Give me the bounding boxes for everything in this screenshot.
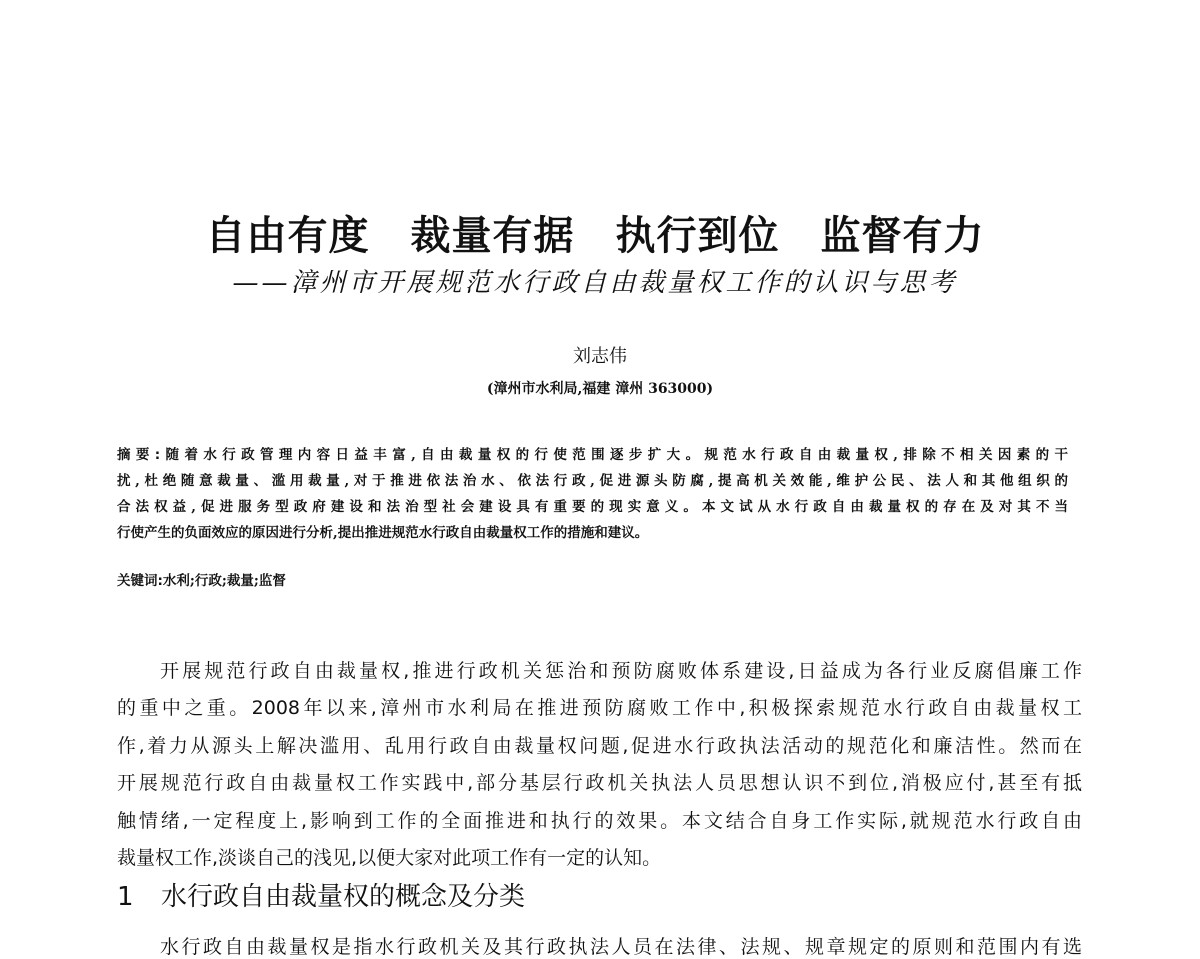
- body-line: 水行政自由裁量权是指水行政机关及其行政执法人员在法律、法规、规章规定的原则和范围内有选: [160, 936, 1082, 958]
- author: 刘志伟: [573, 346, 627, 367]
- paper-title: 自由有度 裁量有据 执行到位 监督有力: [205, 213, 985, 259]
- body-line: 裁量权工作,淡谈自己的浅见,以便大家对此项工作有一定的认知。: [117, 847, 662, 869]
- paper-subtitle: ——漳州市开展规范水行政自由裁量权工作的认识与思考: [232, 268, 958, 298]
- body-line: 触情绪,一定程度上,影响到工作的全面推进和执行的效果。本文结合自身工作实际,就规范水行政自由: [117, 810, 1082, 832]
- abstract-line: 摘要:随着水行政管理内容日益丰富,自由裁量权的行使范围逐步扩大。规范水行政自由裁量权,排除不相关因素的干: [117, 447, 1068, 463]
- abstract-line: 合法权益,促进服务型政府建设和法治型社会建设具有重要的现实意义。本文试从水行政自由裁量权的存在及对其不当: [117, 499, 1068, 515]
- keywords: [117, 569, 286, 589]
- abstract-line: 扰,杜绝随意裁量、滥用裁量,对于推进依法治水、依法行政,促进源头防腐,提高机关效能,维护公民、法人和其他组织的: [117, 473, 1068, 489]
- body-line: 开展规范行政自由裁量权,推进行政机关惩治和预防腐败体系建设,日益成为各行业反腐倡廉工作: [160, 660, 1082, 682]
- affiliation: (漳州市水利局,福建 漳州 363000): [486, 381, 714, 397]
- abstract-line: 行使产生的负面效应的原因进行分析,提出推进规范水行政自由裁量权工作的措施和建议。: [117, 525, 649, 541]
- abstract-label: 摘要:: [117, 447, 161, 463]
- body-line: 开展规范行政自由裁量权工作实践中,部分基层行政机关执法人员思想认识不到位,消极应付,甚至有抵: [117, 772, 1082, 794]
- keywords-value: 水利;行政;裁量;监督: [162, 573, 286, 589]
- keywords-label: 关键词:: [117, 573, 163, 589]
- body-line: 的重中之重。2008年以来,漳州市水利局在推进预防腐败工作中,积极探索规范水行政自由裁量权工: [117, 697, 1082, 719]
- section-number: 1: [117, 882, 134, 912]
- section-title: 水行政自由裁量权的概念及分类: [161, 882, 526, 912]
- body-line: 作,着力从源头上解决滥用、乱用行政自由裁量权问题,促进水行政执法活动的规范化和廉洁性。然而在: [117, 735, 1082, 757]
- section-heading: [117, 876, 525, 913]
